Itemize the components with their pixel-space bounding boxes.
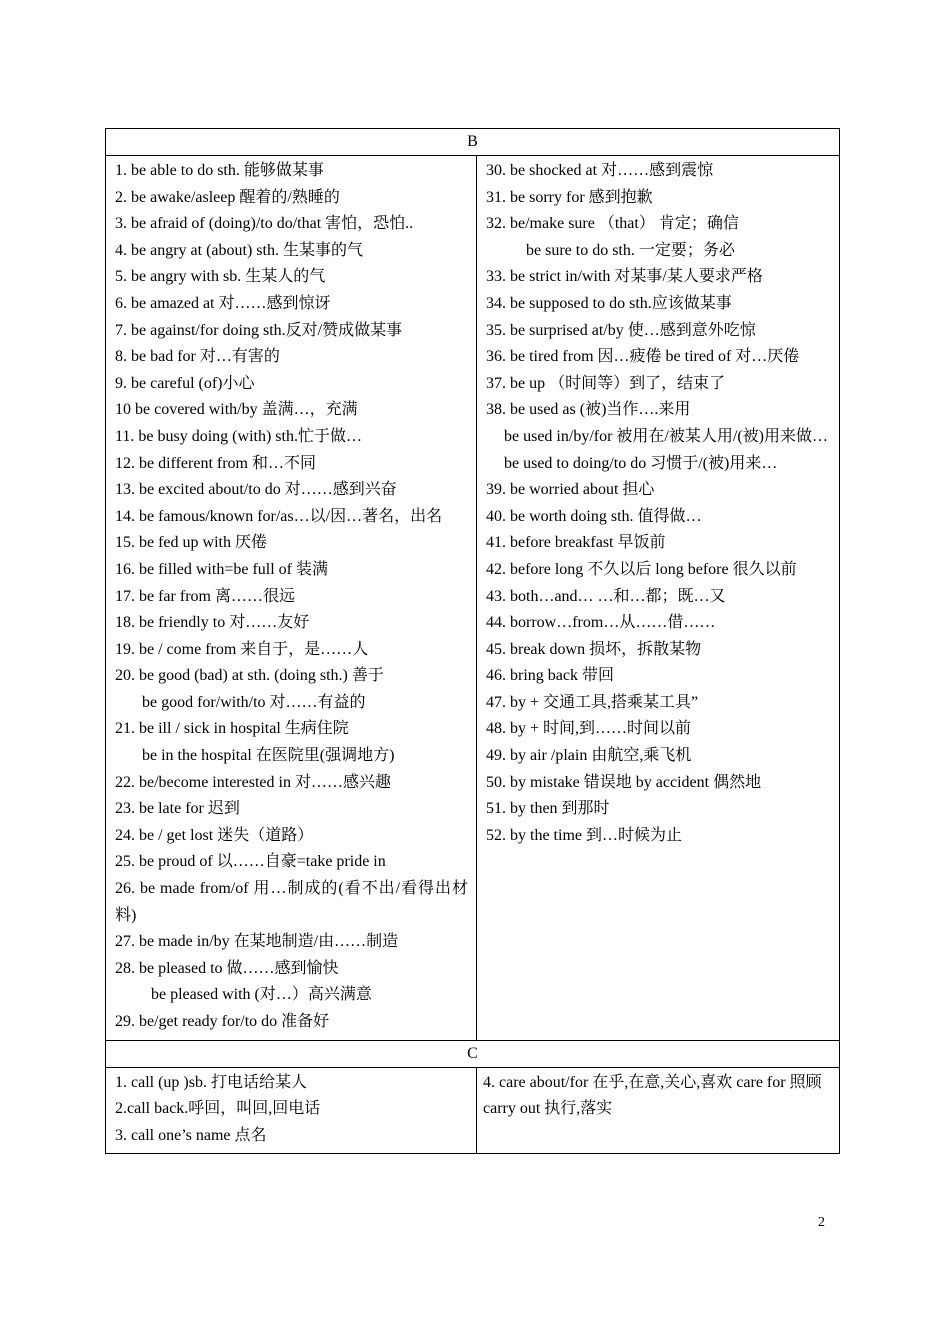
vocab-entry: 41. before breakfast 早饭前 bbox=[486, 534, 666, 552]
vocab-entry: 1. call (up )sb. 打电话给某人 bbox=[115, 1073, 307, 1091]
section-c-header-row bbox=[106, 1040, 840, 1067]
vocab-entry: 47. by + 交通工具,搭乘某工具” bbox=[486, 693, 699, 711]
section-c-left-list bbox=[106, 1068, 476, 1154]
vocab-entry: 42. before long 不久以后 long before 很久以前 bbox=[486, 560, 797, 578]
vocab-entry: 4. care about/for 在乎,在意,关心,喜欢 care for 照顾 bbox=[483, 1073, 822, 1091]
vocab-entry: 43. both…and… …和…都；既…又 bbox=[486, 587, 726, 605]
vocab-entry: 17. be far from 离……很远 bbox=[115, 587, 295, 605]
vocab-table bbox=[105, 128, 840, 1154]
vocab-entry: 48. by + 时间,到……时间以前 bbox=[486, 720, 692, 738]
vocab-entry: 39. be worried about 担心 bbox=[486, 481, 655, 499]
vocab-entry: 13. be excited about/to do 对……感到兴奋 bbox=[115, 481, 397, 499]
vocab-entry: 9. be careful (of)小心 bbox=[115, 374, 255, 392]
vocab-entry: 19. be / come from 来自于，是……人 bbox=[115, 640, 369, 658]
vocab-entry: 51. by then 到那时 bbox=[486, 800, 610, 818]
vocab-entry: 30. be shocked at 对……感到震惊 bbox=[486, 162, 714, 179]
vocab-entry: be good for/with/to 对……有益的 bbox=[142, 693, 366, 711]
vocab-entry: be in the hospital 在医院里(强调地方) bbox=[142, 747, 395, 765]
vocab-entry: 29. be/get ready for/to do 准备好 bbox=[115, 1013, 330, 1030]
vocab-entry: 37. be up （时间等）到了，结束了 bbox=[486, 374, 726, 392]
section-b-header: B bbox=[106, 129, 840, 156]
vocab-entry: be sure to do sth. 一定要；务必 bbox=[526, 241, 735, 259]
vocab-entry: 5. be angry with sb. 生某人的气 bbox=[115, 268, 326, 286]
vocab-entry: 14. be famous/known for/as…以/因…著名，出名 bbox=[115, 507, 443, 525]
section-c-row bbox=[106, 1067, 840, 1154]
vocab-entry: 44. borrow…from…从……借…… bbox=[486, 614, 716, 632]
vocab-entry: 27. be made in/by 在某地制造/由……制造 bbox=[115, 933, 399, 951]
vocab-entry: 38. be used as (被)当作….来用 bbox=[486, 401, 691, 419]
vocab-entry: 10 be covered with/by 盖满…，充满 bbox=[115, 401, 358, 419]
vocab-entry: 2.call back.呼回，叫回,回电话 bbox=[115, 1100, 321, 1118]
vocab-entry: 16. be filled with=be full of 装满 bbox=[115, 560, 328, 578]
vocab-entry: 40. be worth doing sth. 值得做… bbox=[486, 507, 702, 525]
vocab-entry: 3. be afraid of (doing)/to do/that 害怕，恐怕.. bbox=[115, 215, 414, 233]
vocab-entry: 22. be/become interested in 对……感兴趣 bbox=[115, 773, 391, 791]
vocab-entry: 46. bring back 带回 bbox=[486, 667, 614, 685]
vocab-entry: be used to doing/to do 习惯于/(被)用来… bbox=[504, 454, 778, 472]
vocab-entry: 11. be busy doing (with) sth.忙于做… bbox=[115, 427, 362, 445]
vocab-entry: 15. be fed up with 厌倦 bbox=[115, 534, 267, 552]
section-c-header: C bbox=[106, 1040, 840, 1067]
section-c-right-list bbox=[477, 1068, 839, 1127]
section-b-left-list bbox=[106, 156, 476, 1040]
section-b-row bbox=[106, 156, 840, 1041]
vocab-entry: 45. break down 损坏，拆散某物 bbox=[486, 640, 702, 658]
vocab-entry: 3. call one’s name 点名 bbox=[115, 1126, 267, 1144]
vocab-entry: 24. be / get lost 迷失（道路） bbox=[115, 826, 314, 844]
vocab-entry: 33. be strict in/with 对某事/某人要求严格 bbox=[486, 268, 763, 286]
vocab-entry: 36. be tired from 因…疲倦 be tired of 对…厌倦 bbox=[486, 348, 800, 366]
vocab-entry: 35. be surprised at/by 使…感到意外吃惊 bbox=[486, 321, 756, 339]
vocab-entry: 7. be against/for doing sth.反对/赞成做某事 bbox=[115, 321, 403, 339]
section-c-right-cell bbox=[477, 1067, 840, 1154]
page-number: 2 bbox=[818, 1215, 825, 1230]
vocab-entry: 18. be friendly to 对……友好 bbox=[115, 614, 310, 632]
vocab-entry: 23. be late for 迟到 bbox=[115, 800, 240, 818]
vocab-entry: 6. be amazed at 对……感到惊讶 bbox=[115, 294, 331, 312]
vocab-entry: 20. be good (bad) at sth. (doing sth.) 善于 bbox=[115, 667, 384, 685]
vocab-entry: 1. be able to do sth. 能够做某事 bbox=[115, 162, 324, 179]
vocab-entry: 49. by air /plain 由航空,乘飞机 bbox=[486, 747, 692, 765]
vocab-entry: 12. be different from 和…不同 bbox=[115, 454, 316, 472]
section-b-left-cell bbox=[106, 156, 477, 1041]
vocab-entry: 4. be angry at (about) sth. 生某事的气 bbox=[115, 241, 363, 259]
vocab-entry: 28. be pleased to 做……感到愉快 bbox=[115, 959, 339, 977]
section-b-right-cell bbox=[477, 156, 840, 1041]
vocab-entry: 32. be/make sure （that） 肯定；确信 bbox=[486, 215, 739, 233]
vocab-entry: be used in/by/for 被用在/被某人用/(被)用来做… bbox=[504, 427, 828, 445]
vocab-entry: 31. be sorry for 感到抱歉 bbox=[486, 188, 653, 206]
vocab-entry: 21. be ill / sick in hospital 生病住院 bbox=[115, 720, 349, 738]
vocab-entry: 25. be proud of 以……自豪=take pride in bbox=[115, 853, 386, 871]
vocab-entry: 52. by the time 到…时候为止 bbox=[486, 826, 682, 844]
vocab-entry: 8. be bad for 对…有害的 bbox=[115, 348, 280, 366]
vocab-entry: 50. by mistake 错误地 by accident 偶然地 bbox=[486, 773, 762, 791]
section-c-left-cell bbox=[106, 1067, 477, 1154]
section-b-header-row bbox=[106, 129, 840, 156]
section-b-right-list bbox=[477, 156, 839, 853]
vocab-entry: 34. be supposed to do sth.应该做某事 bbox=[486, 294, 732, 312]
vocab-entry: 2. be awake/asleep 醒着的/熟睡的 bbox=[115, 188, 340, 206]
vocab-entry: 26. be made from/of 用…制成的(看不出/看得出材料) bbox=[115, 880, 468, 924]
vocab-entry: carry out 执行,落实 bbox=[483, 1100, 613, 1118]
vocab-entry: be pleased with (对…）高兴满意 bbox=[151, 986, 372, 1004]
